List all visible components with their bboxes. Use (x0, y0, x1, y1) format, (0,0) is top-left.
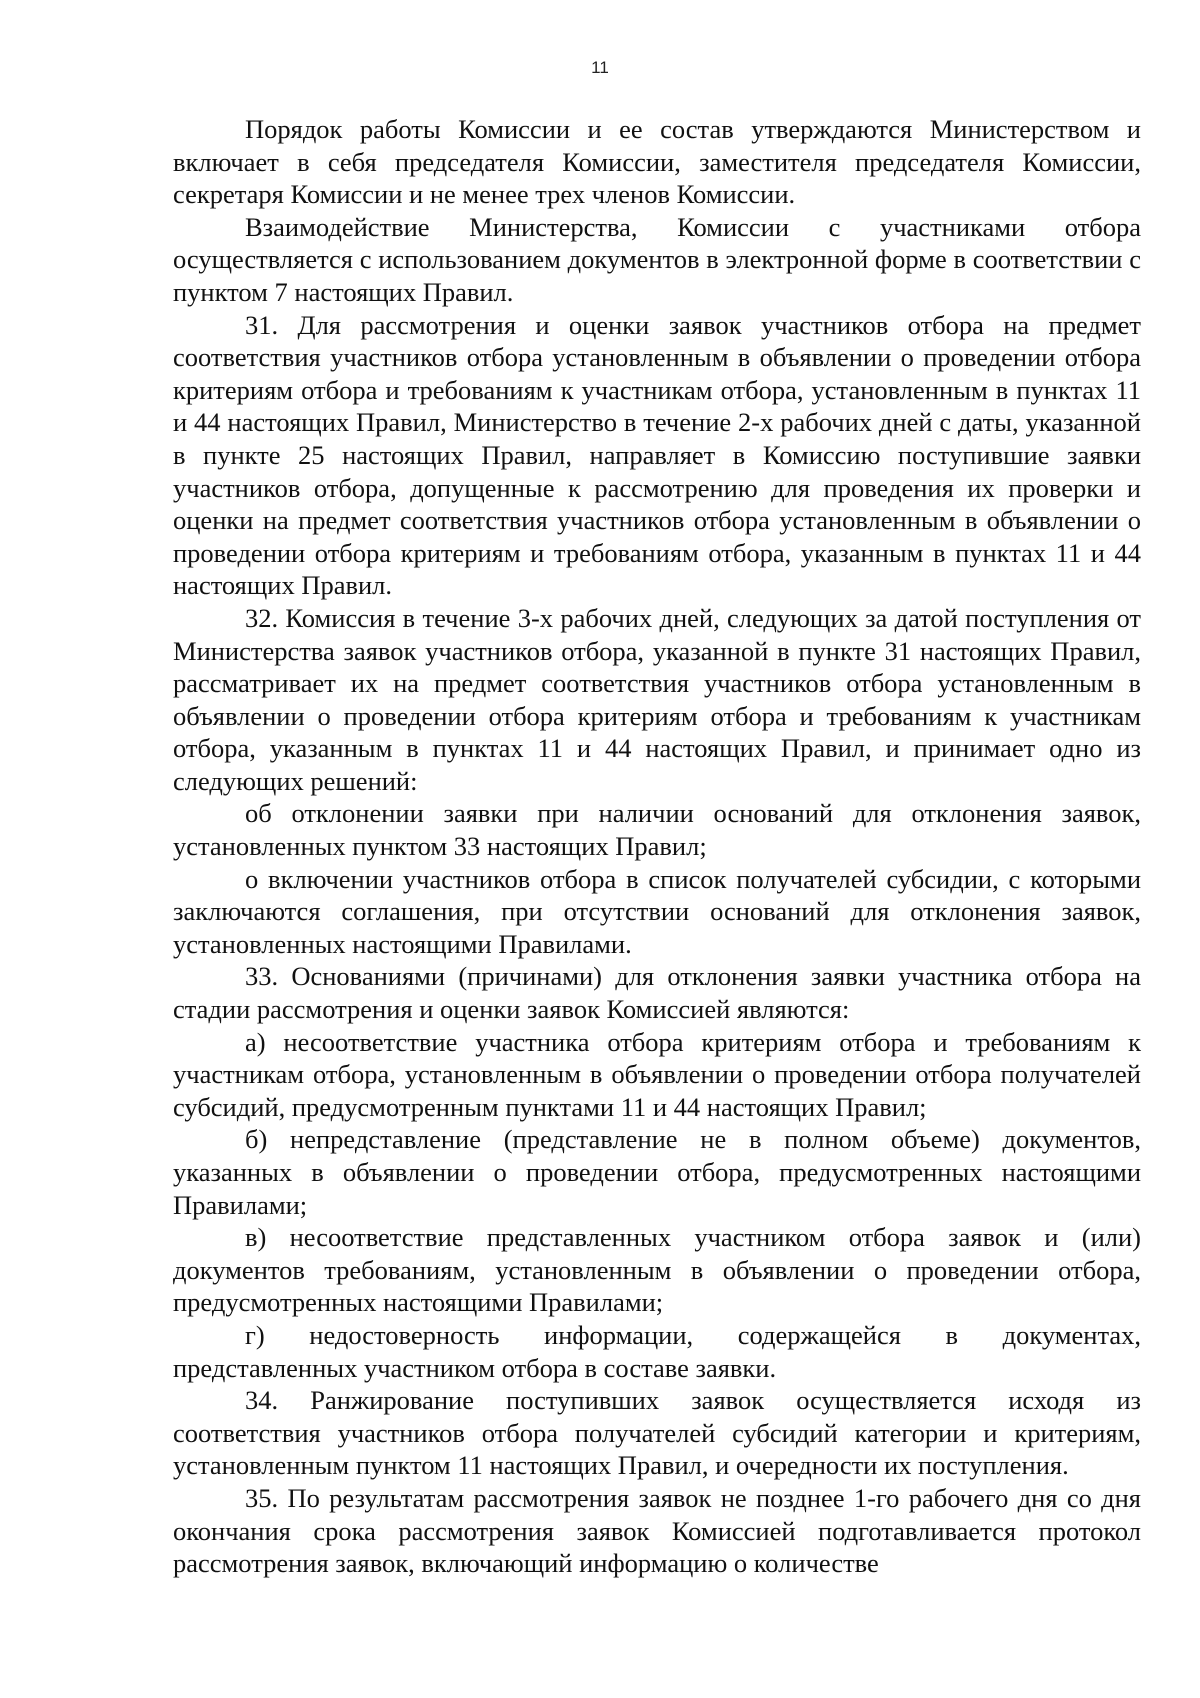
paragraph-33-v: в) несоответствие представленных участником отбора заявок и (или) документов требованиям, установленным в объявлении о проведении отбора, предусмотренных настоящими Правилами; (173, 1222, 1141, 1318)
paragraph-33: 33. Основаниями (причинами) для отклонения заявки участника отбора на стадии рассмотрения и оценки заявок Комиссией являются: (173, 961, 1141, 1025)
paragraph-33-g: г) недостоверность информации, содержащейся в документах, представленных участником отбора в составе заявки. (173, 1319, 1141, 1383)
paragraph-34: 34. Ранжирование поступивших заявок осуществляется исходя из соответствия участников отбора получателей субсидий категории и критериям, установленным пунктом 11 настоящих Правил, и очередности их поступления. (173, 1385, 1141, 1481)
page-number: 11 (591, 58, 609, 77)
paragraph-32-rejection: об отклонении заявки при наличии оснований для отклонения заявок, установленных пунктом 33 настоящих Правил; (173, 798, 1141, 862)
paragraph-commission-order: Порядок работы Комиссии и ее состав утверждаются Министерством и включает в себя председателя Комиссии, заместителя председателя Комиссии, секретаря Комиссии и не менее трех членов Комиссии. (173, 114, 1141, 210)
paragraph-interaction: Взаимодействие Министерства, Комиссии с участниками отбора осуществляется с использованием документов в электронной форме в соответствии с пунктом 7 настоящих Правил. (173, 211, 1141, 307)
paragraph-35: 35. По результатам рассмотрения заявок не позднее 1-го рабочего дня со дня окончания срока рассмотрения заявок Комиссией подготавливается протокол рассмотрения заявок, включающий информацию о количестве (173, 1482, 1141, 1579)
paragraph-32-inclusion: о включении участников отбора в список получателей субсидии, с которыми заключаются соглашения, при отсутствии оснований для отклонения заявок, установленных настоящими Правилами. (173, 863, 1141, 959)
document-body (173, 113, 1141, 1580)
paragraph-33-a: а) несоответствие участника отбора критериям отбора и требованиям к участникам отбора, установленным в объявлении о проведении отбора получателей субсидий, предусмотренным пунктами 11 и 44 настоящих Правил; (173, 1026, 1141, 1122)
paragraph-32: 32. Комиссия в течение 3-х рабочих дней, следующих за датой поступления от Министерства заявок участников отбора, указанной в пункте 31 настоящих Правил, рассматривает их на предмет соответствия участников отбора установленным в объявлении о проведении отбора критериям отбора и требованиям к участникам отбора, указанным в пунктах 11 и 44 настоящих Правил, и принимает одно из следующих решений: (173, 602, 1141, 796)
paragraph-33-b: б) непредставление (представление не в полном объеме) документов, указанных в объявлении о проведении отбора, предусмотренных настоящими Правилами; (173, 1124, 1141, 1220)
paragraph-31: 31. Для рассмотрения и оценки заявок участников отбора на предмет соответствия участников отбора установленным в объявлении о проведении отбора критериям отбора и требованиям к участникам отбора, установленным в пунктах 11 и 44 настоящих Правил, Министерство в течение 2-х рабочих дней с даты, указанной в пункте 25 настоящих Правил, направляет в Комиссию поступившие заявки участников отбора, допущенные к рассмотрению для проведения их проверки и оценки на предмет соответствия участников отбора установленным в объявлении о проведении отбора критериям и требованиям отбора, указанным в пунктах 11 и 44 настоящих Правил. (173, 309, 1141, 601)
